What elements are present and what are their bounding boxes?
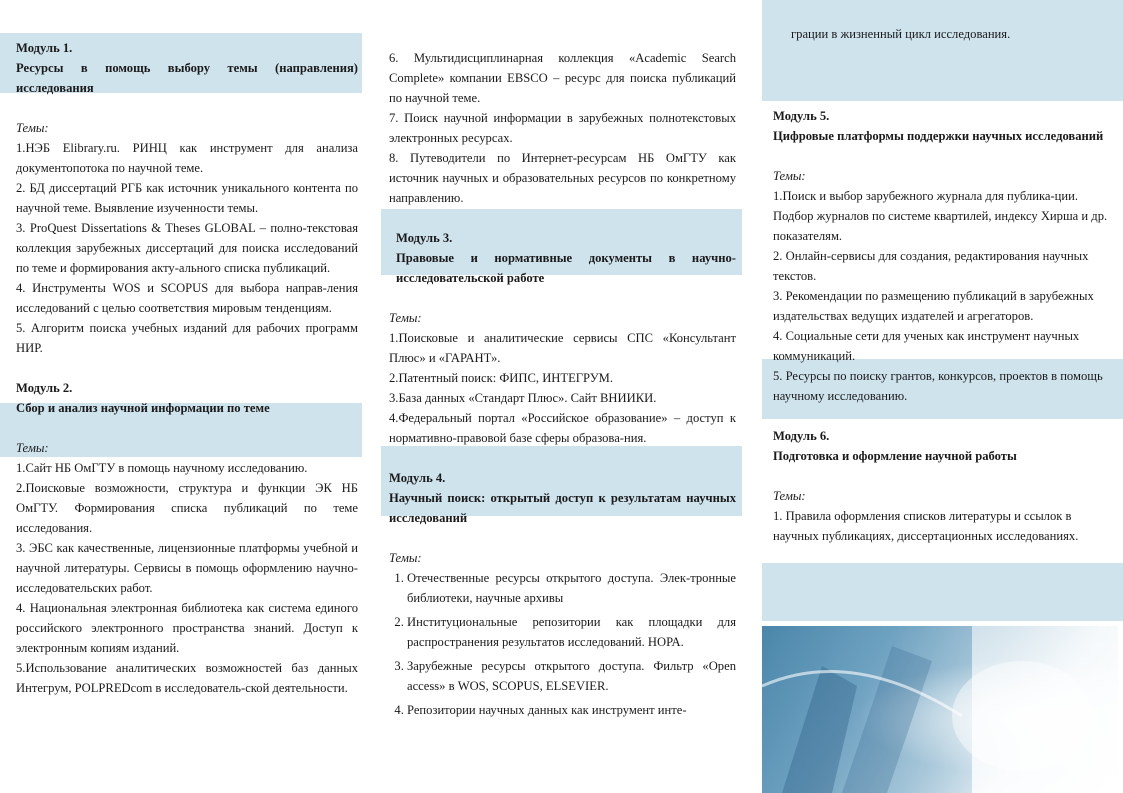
module-2-item: 3. ЭБС как качественные, лицензионные платформы учебной и научной литературы. Сервисы в помощь оформлению научно- исследовательских работ.	[16, 541, 358, 595]
module-6-number: Модуль 6.	[773, 429, 830, 443]
module-4-cont-text: грации в жизненный цикл исследования.	[791, 27, 1011, 41]
module-6-title: Подготовка и оформление научной работы	[773, 449, 1017, 463]
module-2-cont-item: 6. Мультидисциплинарная коллекция «Academic Search Complete» компании EBSCO – ресурс для поиска публикаций по научной теме.	[389, 51, 736, 105]
module-2-heading	[16, 378, 358, 418]
module-4-item: 2. Институциональные репозитории как площадки для распространения результатов исследований. НОРА.	[407, 612, 736, 652]
module-2-title: Сбор и анализ научной информации по теме	[16, 401, 270, 415]
module-4-heading	[389, 468, 736, 528]
module-3-themes-label: Темы:	[389, 311, 422, 325]
module-1-item: 5. Алгоритм поиска учебных изданий для рабочих программ НИР.	[16, 321, 358, 355]
module-1-title: Ресурсы в помощь выбору темы (направления) исследования	[16, 61, 358, 95]
module-2-number: Модуль 2.	[16, 381, 73, 395]
module-5-heading	[773, 106, 1113, 146]
module-5-number: Модуль 5.	[773, 109, 830, 123]
module-4-item: 3. Зарубежные ресурсы открытого доступа. Фильтр «Open access» в WOS, SCOPUS, ELSEVIER.	[407, 656, 736, 696]
module-3-item: 3.База данных «Стандарт Плюс». Сайт ВНИИКИ.	[389, 391, 657, 405]
module-1-themes-label: Темы:	[16, 121, 49, 135]
column-3	[773, 24, 1113, 546]
decorative-photo-panel	[972, 626, 1118, 793]
module-6-item: 1. Правила оформления списков литературы и ссылок в научных публикациях, диссертационных исследованиях.	[773, 509, 1079, 543]
module-2-item: 1.Сайт НБ ОмГТУ в помощь научному исследованию.	[16, 461, 308, 475]
module-4-item: 1. Отечественные ресурсы открытого доступа. Элек-тронные библиотеки, научные архивы	[407, 568, 736, 608]
module-3-title: Правовые и нормативные документы в научно-исследовательской работе	[396, 251, 736, 285]
module-2-item: 5.Использование аналитических возможностей баз данных Интегрум, POLPREDcom в исследователь-ской деятельности.	[16, 661, 358, 695]
module-4-list	[389, 568, 736, 720]
module-2-cont-item: 8. Путеводители по Интернет-ресурсам НБ ОмГТУ как источник научных и образовательных ресурсов по конкретному направлению.	[389, 151, 736, 205]
module-3-heading	[389, 228, 736, 288]
module-4-item: 4. Репозитории научных данных как инструмент инте-	[407, 700, 736, 720]
module-3-item: 4.Федеральный портал «Российское образование» – доступ к нормативно-правовой базе сферы образова-ния.	[389, 411, 736, 445]
module-2-item: 2.Поисковые возможности, структура и функции ЭК НБ ОмГТУ. Формирования списка публикаций по теме исследования.	[16, 481, 358, 535]
module-5-item: 5. Ресурсы по поиску грантов, конкурсов, проектов в помощь научному исследованию.	[773, 369, 1103, 403]
module-6-themes-label: Темы:	[773, 489, 806, 503]
module-4-themes-label: Темы:	[389, 551, 422, 565]
module-5-item: 3. Рекомендации по размещению публикаций в зарубежных издательствах ведущих издателей и агрегаторов.	[773, 289, 1094, 323]
module-2-themes-label: Темы:	[16, 441, 49, 455]
module-5-title: Цифровые платформы поддержки научных исследований	[773, 129, 1104, 143]
module-2-item: 4. Национальная электронная библиотека как система единого российского электронного пространства знаний. Доступ к электронным копиям изданий.	[16, 601, 358, 655]
module-1-item: 1.НЭБ Elibrary.ru. РИНЦ как инструмент для анализа документопотока по научной теме.	[16, 141, 358, 175]
module-5-themes-label: Темы:	[773, 169, 806, 183]
column-2	[389, 48, 736, 724]
module-4-title: Научный поиск: открытый доступ к результатам научных исследований	[389, 491, 736, 525]
module-1-item: 4. Инструменты WOS и SCOPUS для выбора направ-ления исследований с целью соответствия мировым тенденциям.	[16, 281, 358, 315]
module-1-heading	[16, 38, 358, 98]
module-3-number: Модуль 3.	[396, 231, 453, 245]
module-5-item: 2. Онлайн-сервисы для создания, редактирования научных текстов.	[773, 249, 1089, 283]
module-6-heading	[773, 426, 1113, 466]
module-1-number: Модуль 1.	[16, 41, 73, 55]
module-1-item: 2. БД диссертаций РГБ как источник уникального контента по научной теме. Выявление изученности темы.	[16, 181, 358, 215]
column-1	[16, 38, 358, 698]
module-3-item: 2.Патентный поиск: ФИПС, ИНТЕГРУМ.	[389, 371, 614, 385]
band-col3-low	[762, 563, 1123, 621]
module-5-item: 1.Поиск и выбор зарубежного журнала для публика-ции. Подбор журналов по системе квартилей, индексу Хирша и др. показателям.	[773, 189, 1108, 243]
module-2-cont-item: 7. Поиск научной информации в зарубежных полнотекстовых электронных ресурсах.	[389, 111, 736, 145]
module-3-item: 1.Поисковые и аналитические сервисы СПС «Консультант Плюс» и «ГАРАНТ».	[389, 331, 736, 365]
module-5-item: 4. Социальные сети для ученых как инструмент научных коммуникаций.	[773, 329, 1080, 363]
decorative-photo	[762, 626, 1118, 793]
module-1-item: 3. ProQuest Dissertations & Theses GLOBAL – полно-текстовая коллекция зарубежных диссертаций для поиска исследований по теме и формирования акту-ального списка публикаций.	[16, 221, 358, 275]
module-4-number: Модуль 4.	[389, 471, 446, 485]
